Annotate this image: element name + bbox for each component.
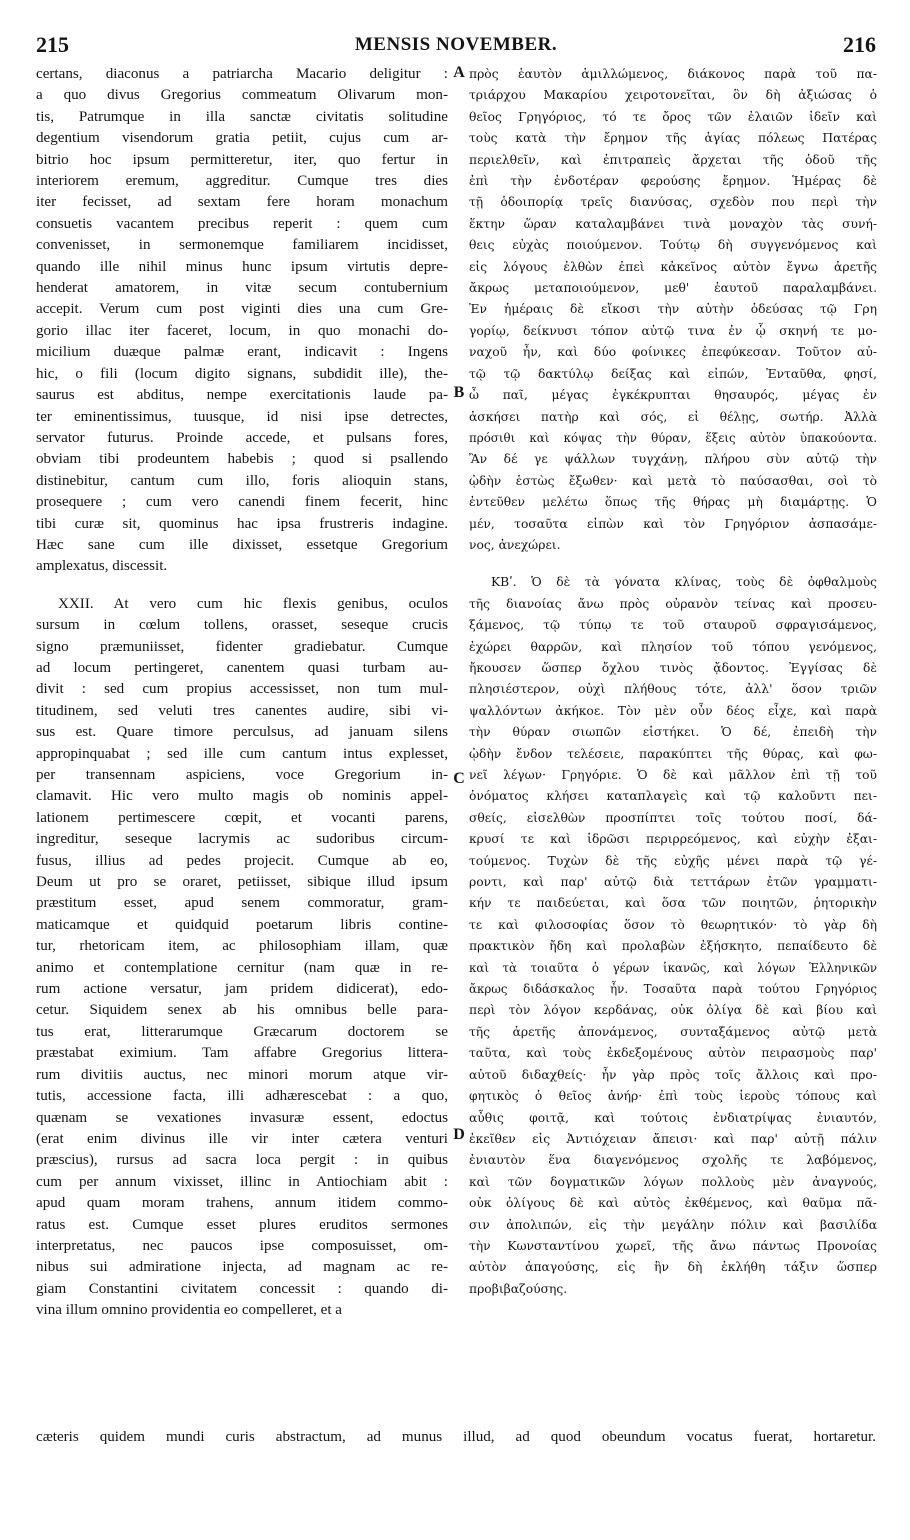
greek-text-line: καὶ τὰ τοιαῦτα ὁ γέρων ἱκανῶς, καὶ λόγων Ἑλληνικῶν <box>469 960 877 975</box>
latin-text-line: consuetis vacantem precibus reperit : quem cum <box>36 215 448 232</box>
latin-text-line: appropinquabat ; sed ille cum cantum intus explesset, <box>36 745 448 762</box>
greek-text-line: ᾠδὴν ἔνδον τελέσειε, παρακύπτει τῆς θύρας, καὶ φω- <box>469 746 877 761</box>
margin-marker-b: B <box>453 384 465 401</box>
latin-text-line: præstitum esset, apud senem commoratur, gram- <box>36 895 448 912</box>
greek-text-line: περὶ τὸν λόγον κερδάνας, οὐκ ὀλίγα δὲ καὶ βίου καὶ <box>469 1003 877 1018</box>
latin-text-line: ratus est. Cumque esset plures eruditos sermones <box>36 1216 448 1233</box>
latin-text-line: gorio illac iter faceret, locum, in quo monachi do- <box>36 322 448 339</box>
greek-text-line: ἐνιαυτὸν ἕνα διαγενόμενος σχολῆς τε λαβόμενος, <box>469 1153 877 1168</box>
latin-text-line: iter fecisset, ad sextam fere horam monachum <box>36 194 448 211</box>
greek-text-line: ἐχώρει θαρρῶν, καὶ πλησίον τοῦ τόπου γενόμενος, <box>469 639 877 654</box>
greek-text-line: ἐκεῖθεν εἰς Ἀντιόχειαν ἄπεισι· καὶ παρ' αὐτῇ πάλιν <box>469 1131 877 1146</box>
margin-marker-a: A <box>453 64 465 81</box>
latin-text-line: interpretatus, nec paucos ipse composuisset, om- <box>36 1237 448 1254</box>
greek-text-line: ἀσκήσει πατὴρ καὶ σός, εἰ θέλῃς, σωτήρ. Ἀλλὰ <box>469 409 877 424</box>
latin-text-line: titudinem, sed veluti tres canentes audire, sibi vi- <box>36 702 448 719</box>
greek-text-line: ἐντεῦθεν μελέτω ὅπως τῆς θήρας μὴ διαμάρτῃς. Ὁ <box>469 495 877 510</box>
greek-text-line: τε καὶ φιλοσοφίας ὅσον τὸ θεωρητικόν· τὸ γὰρ δὴ <box>469 917 877 932</box>
latin-text-line: quænam se vexationes invasuræ essent, edoctus <box>36 1109 448 1126</box>
greek-text-line: ὀνόματος κλήσει καταπλαγεὶς καὶ τῷ καλοῦντι πει- <box>469 789 877 804</box>
latin-text-line: bitrio hoc ipsum permitteretur, iter, quo fertur in <box>36 151 448 168</box>
latin-text-line: ingreditur, seseque lacrymis ac sudoribus circum- <box>36 831 448 848</box>
greek-text-line: αὐτοῦ διδαχθείς· ἦν γὰρ πρὸς τοῖς ἄλλοις καὶ προ- <box>469 1067 877 1082</box>
greek-text-line: ἄκρως μεταποιούμενον, μεθ' ἑαυτοῦ παραλαμβάνει. <box>469 281 877 296</box>
greek-text-line: πλησιέστερον, οὐχὶ πλήθους τότε, ἀλλ' ὅσον τριῶν <box>469 682 877 697</box>
greek-text-line: πρὸς ἑαυτὸν ἁμιλλώμενος, διάκονος παρὰ τοῦ πα- <box>469 67 877 81</box>
latin-text-line: rum divitiis auctus, nec minori morum atque vir- <box>36 1066 448 1083</box>
greek-text-line: Ἐν ἡμέραις δὲ εἴκοσι τὴν αὐτὴν ὁδεύσας τῷ Γρη <box>469 302 877 317</box>
latin-text-line: fusus, illius ad pedes projecit. Cumque ab eo, <box>36 852 448 869</box>
latin-text-line: XXII. At vero cum hic flexis genibus, oculos <box>58 595 448 612</box>
page-number-left: 215 <box>36 32 69 57</box>
margin-marker-d: D <box>453 1126 465 1143</box>
latin-text-line: ter eminentissimus, tuusque, id nisi ipse detrectes, <box>36 408 448 425</box>
latin-text-line: amplexatus, discessit. <box>36 558 168 575</box>
greek-text-line: τοὺς κατὰ τὴν ἔρημον τῆς ἁγίας πόλεως Πατέρας <box>469 131 877 146</box>
latin-text-line: tur, rhetoricam item, ac philosophiam illam, quæ <box>36 938 448 955</box>
latin-text-line: tus erat, litterarumque Græcarum doctorem se <box>36 1023 448 1040</box>
greek-text-line: τούμενος. Τυχὼν δὲ τῆς εὐχῆς μένει παρὰ τῷ γέ- <box>469 853 877 868</box>
latin-text-line: Hæc sane cum ille dixisset, essetque Gregorium <box>36 536 448 553</box>
greek-text-line: τῇ ὁδοιπορίᾳ τρεῖς διανύσας, σχεδὸν που περὶ τὴν <box>469 195 877 210</box>
latin-text-line: giam Constantini civitatem concessit : quando di- <box>36 1280 448 1297</box>
greek-text-line: προβιβαζούσης. <box>469 1281 568 1296</box>
greek-text-line: κήν τε παιδεύεται, καὶ ὅσα τῶν ποιητῶν, ῥητορικὴν <box>469 896 877 911</box>
greek-text-line: πρακτικὸν ἤδη καὶ προλαβὼν ἐξήσκητο, πεπαίδευτο δὲ <box>469 939 877 954</box>
latin-text-line: divit : sed cum propius accessisset, non tum mul- <box>36 681 448 698</box>
greek-text-line: ψαλλόντων ἀκήκοε. Τὸν μὲν οὖν δέος εἶχε, καὶ παρὰ <box>469 703 877 718</box>
greek-text-line: τριάρχου Μακαρίου χειροτονεῖται, ὃν δὴ ἀξιώσας ὁ <box>469 88 877 103</box>
greek-text-line: αὐτὸν ἀπαγούσης, εἰς ἣν δὴ ἐκλήθη τάξιν ὥσπερ <box>469 1260 877 1275</box>
latin-text-line: convenisset, in sermonemque familiarem incidisset, <box>36 237 448 254</box>
latin-text-line: tis, Patrumque in illa sanctæ civitatis solitudine <box>36 108 448 125</box>
greek-text-line: ἄκρως διδάσκαλος ἦν. Τοσαῦτα παρὰ τούτου Γρηγόριος <box>469 982 877 997</box>
latin-text-line: sursum in cœlum tollens, orasset, seseque crucis <box>36 617 448 634</box>
latin-text-line: apud quam moram trahens, annum itidem commo- <box>36 1195 448 1212</box>
latin-text-line: a quo divus Gregorius commeatum Olivarum mon- <box>36 87 448 104</box>
greek-text-line: θεῖος Γρηγόριος, τό τε ὄρος τῶν ἐλαιῶν ἰδεῖν καὶ <box>469 109 877 124</box>
greek-text-line: νεῖ λέγων· Γρηγόριε. Ὁ δὲ καὶ μᾶλλον ἐπὶ τῇ τοῦ <box>469 768 877 782</box>
greek-text-line: ἕκτην ὥραν καταλαμβάνει τινὰ μοναχὸν τὰς συνή- <box>469 216 877 231</box>
greek-text-line: τὴν θύραν σιωπῶν εἱστήκει. Ὁ δέ, ἐπειδὴ τὴν <box>469 725 877 740</box>
greek-text-line: ναχοῦ ἦν, καὶ δύο φοίνικες ἐπεφύκεσαν. Τοῦτον αὐ- <box>469 345 877 360</box>
greek-text-line: θεις εὐχὰς ποιούμενον. Τούτῳ δὴ συγγενόμενος καὶ <box>469 238 877 253</box>
paragraph-gap <box>36 578 448 594</box>
latin-text-line: tibi curæ sit, quominus hac ipsa frustreris indagine. <box>36 515 448 532</box>
greek-text-line: ᾠδὴν ἑστὼς ἔξωθεν· καὶ μετὰ τὸ παύσασθαι, σοὶ τὸ <box>469 473 877 488</box>
latin-text-line: tutis, accessione facta, illi adhærescebat : a quo, <box>36 1088 448 1105</box>
greek-text-line: νος, ἀνεχώρει. <box>469 537 561 552</box>
greek-text-line: ἐπὶ τὴν ἐνδοτέραν φερούσης ἔρημον. Ἡμέρας δὲ <box>469 174 877 189</box>
greek-text-line: μέν, τοσαῦτα εἰπὼν καὶ τὸν Γρηγόριον ἀσπασάμε- <box>469 516 877 531</box>
page-number-right: 216 <box>843 32 876 57</box>
greek-text-line: εἰς λόγους ἐλθὼν ἐπεὶ κἀκεῖνος αὐτὸν ἔγνω ἀρετῆς <box>469 259 877 274</box>
latin-text-line: (erat enim divinus ille vir inter cætera venturi <box>36 1130 448 1147</box>
greek-text-line: σθείς, εἰσελθὼν προσπίπτει τοῖς τούτου ποσί, δά- <box>469 810 877 825</box>
latin-text-line: per transennam aspiciens, voce Gregorium in- <box>36 767 448 783</box>
margin-marker-c: C <box>453 770 465 787</box>
footer-line: cæteris quidem mundi curis abstractum, ad munus illud, ad quod obeundum vocatus fuerat, hortaretur. <box>36 1429 876 1445</box>
greek-text-line: τὴν Κωνσταντίνου χωρεῖ, τῆς ἄνω πάντως Προνοίας <box>469 1238 877 1253</box>
greek-text-line: ὦ παῖ, μέγας ἐγκέκρυπται θησαυρός, μέγας ἐν <box>469 388 877 403</box>
latin-text-line: hic, o fili (locum digito signans, subdidit ille), the- <box>36 365 448 382</box>
latin-text-line: cum per annum vixisset, illinc in Antiochiam abit : <box>36 1173 448 1190</box>
greek-column <box>469 64 877 1300</box>
greek-text-line: Ἂν δέ γε ψάλλων τυγχάνῃ, πλήρου σὺν αὐτῷ τὴν <box>469 452 877 467</box>
latin-text-line: cetur. Siquidem senex ab his omnibus belle para- <box>36 1002 448 1019</box>
greek-text-line: ΚΒʹ. Ὁ δὲ τὰ γόνατα κλίνας, τοὺς δὲ ὀφθαλμοὺς <box>491 575 877 590</box>
running-title: MENSIS NOVEMBER. <box>354 34 558 55</box>
latin-text-line: maticamque et quidquid poetarum libris contine- <box>36 916 448 933</box>
latin-text-line: prosequere ; cum vero canendi finem fecerit, hinc <box>36 494 448 511</box>
latin-text-line: interiorem eremum, aggreditur. Cumque tres dies <box>36 173 448 190</box>
latin-text-line: lationem pertimescere cœpit, et vocanti parens, <box>36 809 448 826</box>
latin-text-line: henderat amatorem, in vitæ secum contubernium <box>36 280 448 297</box>
greek-text-line: κρυσί τε καὶ ἱδρῶσι περιρρεόμενος, καὶ εὐχὴν ἐξαι- <box>469 832 877 847</box>
latin-text-line: vina illum omnino providentia eo compelleret, et a <box>36 1302 342 1319</box>
latin-text-line: sus est. Quare timore perculsus, ad januam silens <box>36 724 448 741</box>
greek-text-line: αὖθις φοιτᾷ, καὶ τούτοις ἐνδιατρίψας ἐνιαυτόν, <box>469 1110 877 1125</box>
latin-text-line: micilium duæque palmæ erant, indicavit : Ingens <box>36 344 448 361</box>
latin-column <box>36 64 448 1322</box>
greek-text-line: ροντι, καὶ παρ' αὐτῷ διὰ τεττάρων ἐτῶν γραμματι- <box>469 875 877 890</box>
latin-text-line: saurus est abditus, nempe exercitationis laude pa- <box>36 387 448 404</box>
latin-text-line: servator futurus. Proinde accede, et pulsans fores, <box>36 429 448 446</box>
greek-text-line: τῆς διανοίας ἄνω πρὸς οὐρανὸν τείνας καὶ προσευ- <box>469 596 877 611</box>
greek-text-line: καὶ τῶν δογματικῶν λόγων πολλοὺς μὲν ἀναγνούς, <box>469 1174 877 1189</box>
latin-text-line: degentium visendorum gratia petiit, cujus cum ar- <box>36 130 448 147</box>
latin-text-line: animo et contemplatione cernitur (nam quæ in re- <box>36 959 448 976</box>
greek-text-line: ξάμενος, τῷ τύπῳ τε τοῦ σταυροῦ σφραγισάμενος, <box>469 618 877 633</box>
greek-text-line: ἤκουσεν ὥσπερ ὄχλου τινὸς ᾄδοντος. Ἐγγίσας δὲ <box>469 660 877 675</box>
greek-text-line: οὐκ ὀλίγους δὲ καὶ αὐτὸς ἐκθέμενος, καὶ θαῦμα πᾶ- <box>469 1196 877 1211</box>
paragraph-gap <box>469 556 877 572</box>
latin-text-line: obviam tibi prodeuntem habebis ; quod si psallendo <box>36 451 448 468</box>
latin-text-line: ad locum pertingeret, canentem quasi turbam au- <box>36 659 448 676</box>
greek-text-line: σιν ἀπολιπών, εἰς τὴν μεγάλην πόλιν καὶ βασιλίδα <box>469 1217 877 1232</box>
latin-text-line: accepit. Verum cum post viginti dies una cum Gre- <box>36 301 448 318</box>
latin-text-line: rum actione versatur, jam pridem didicerat), edo- <box>36 981 448 998</box>
latin-text-line: Deum ut pro se oraret, petiisset, sibique illud ipsum <box>36 874 448 891</box>
greek-text-line: περιελθεῖν, καὶ ἐπιτραπεὶς ἄρχεται τῆς ὁδοῦ τῆς <box>469 152 877 167</box>
latin-text-line: distinebitur, cantum cum illo, foris alioquin stans, <box>36 472 448 489</box>
latin-text-line: præscius), rursus ad sacra loca pergit : in quibus <box>36 1152 448 1169</box>
greek-text-line: τῆς ἀρετῆς ἀπονάμενος, συνταξάμενος αὐτῷ μετὰ <box>469 1024 877 1039</box>
latin-text-line: quando ille nihil minus hunc ipsum virtutis depre- <box>36 258 448 275</box>
greek-text-line: γορίῳ, δείκνυσι τόπον αὐτῷ τινα ἐν ᾧ σκηνή τε μο- <box>469 323 877 338</box>
greek-text-line: φητικὸς ὁ θεῖος ἀνήρ· ἐπὶ τοὺς ἱεροὺς τόπους καὶ <box>469 1089 877 1104</box>
latin-text-line: nibus sui admiratione injecta, ad magnam ac re- <box>36 1259 448 1276</box>
latin-text-line: præstabat eximium. Tam affabre Gregorius littera- <box>36 1045 448 1062</box>
latin-text-line: clamavit. Hic vero multo magis ob nominis appel- <box>36 788 448 805</box>
latin-text-line: signo præmuniisset, fidenter gradiebatur. Cumque <box>36 638 448 655</box>
greek-text-line: πρόσιθι καὶ κόψας τὴν θύραν, ἕξεις αὐτὸν ὑπακούοντα. <box>469 430 877 445</box>
page-header <box>36 32 876 58</box>
latin-text-line: certans, diaconus a patriarcha Macario deligitur : <box>36 66 448 82</box>
greek-text-line: τῷ τῷ δακτύλῳ δείξας καὶ εἰπών, Ἐνταῦθα, φησί, <box>469 366 877 381</box>
greek-text-line: ταῦτα, καὶ τοὺς ἐκδεξομένους αὐτὸν πειρασμοὺς παρ' <box>469 1046 877 1061</box>
